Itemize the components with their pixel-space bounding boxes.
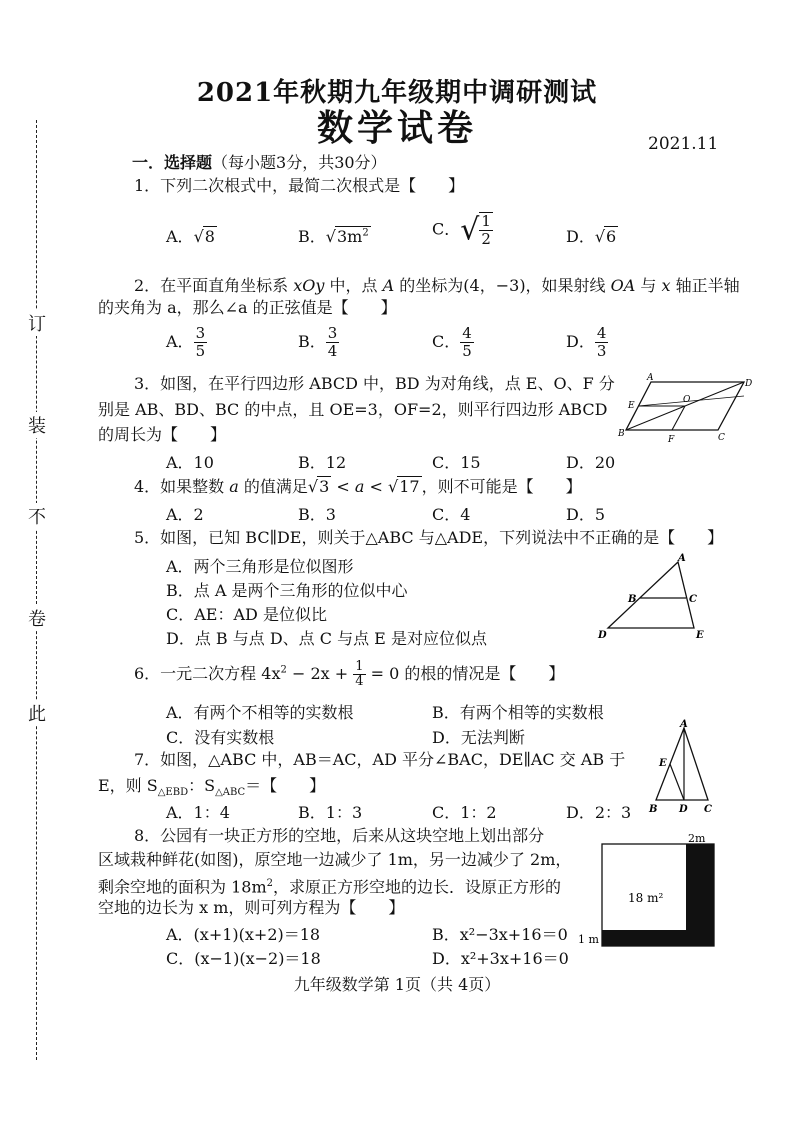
q3-option-d: D．20 bbox=[566, 453, 616, 472]
q5-option-c: C．AE：AD 是位似比 bbox=[166, 605, 327, 624]
q8-option-d: D．x²+3x+16＝0 bbox=[432, 949, 569, 968]
svg-text:B: B bbox=[628, 594, 637, 605]
svg-text:C: C bbox=[689, 594, 697, 605]
q5-triangles-figure bbox=[594, 550, 714, 642]
question-8-line3: 剩余空地的面积为 $18m^2$，求原正方形空地的边长．设原正方形的 bbox=[98, 877, 562, 897]
svg-text:B: B bbox=[649, 804, 658, 815]
svg-text:18 m²: 18 m² bbox=[628, 891, 664, 905]
q4-option-c: C．4 bbox=[432, 505, 471, 524]
svg-text:2m: 2m bbox=[688, 832, 706, 845]
question-7-line2: E，则 $S_{\triangle EBD}$：$S_{\triangle ABC}=$【 】 bbox=[98, 776, 326, 799]
q5-option-b: B．点 A 是两个三角形的位似中心 bbox=[166, 581, 408, 600]
q1-option-a: A．√8 bbox=[166, 227, 215, 246]
q6-option-b: B．有两个相等的实数根 bbox=[432, 703, 604, 722]
svg-text:F: F bbox=[668, 435, 675, 445]
q6-option-d: D．无法判断 bbox=[432, 728, 525, 747]
question-2-stem-cont: 的夹角为 a，那么∠a 的正弦值是【 】 bbox=[98, 298, 397, 317]
question-2-stem: 2．在平面直角坐标系 xOy 中，点 A 的坐标为(4，−3)，如果射线 OA 与 x 轴正半轴 bbox=[134, 276, 740, 295]
question-4-stem: 4．如果整数 a 的值满足√3 < a < √17 ，则不可能是【 】 bbox=[134, 477, 582, 496]
question-8-line2: 区域栽种鲜花(如图)，原空地一边减少了 1m，另一边减少了 2m， bbox=[98, 850, 572, 869]
q2-option-a: A． $\frac{3}{5}$ bbox=[166, 324, 206, 360]
svg-text:C: C bbox=[718, 433, 725, 443]
binding-char: 订 bbox=[26, 310, 48, 336]
exam-title: 2021年秋期九年级期中调研测试 bbox=[196, 78, 598, 108]
svg-text:1 m: 1 m bbox=[578, 933, 599, 946]
question-7-line1: 7．如图，△ABC 中，AB＝AC，AD 平分∠BAC，DE∥AC 交 AB 于 bbox=[134, 750, 626, 769]
q5-option-d: D．点 B 与点 D、点 C 与点 E 是对应位似点 bbox=[166, 629, 487, 648]
q4-option-d: D．5 bbox=[566, 505, 606, 524]
q4-option-b: B．3 bbox=[298, 505, 336, 524]
page-footer: 九年级数学第 1页（共 4页） bbox=[293, 975, 501, 994]
q8-option-c: C．(x−1)(x−2)＝18 bbox=[166, 949, 321, 968]
q7-option-d: D．2：3 bbox=[566, 803, 632, 822]
q8-square-garden-figure bbox=[578, 830, 728, 952]
svg-text:B: B bbox=[618, 429, 625, 439]
q1-option-c: C．√ $\frac{1}{2}$ bbox=[432, 212, 491, 248]
q5-option-a: A．两个三角形是位似图形 bbox=[166, 557, 354, 576]
q8-option-a: A．(x+1)(x+2)＝18 bbox=[166, 925, 321, 944]
svg-text:E: E bbox=[628, 401, 635, 411]
exam-subject: 数学试卷 bbox=[316, 107, 477, 149]
binding-char: 此 bbox=[26, 700, 48, 726]
binding-char: 不 bbox=[26, 503, 48, 529]
q1-option-d: D．√6 bbox=[566, 227, 617, 246]
q8-option-b: B．x²−3x+16＝0 bbox=[432, 925, 568, 944]
binding-char: 装 bbox=[26, 412, 48, 438]
section-heading: 一．选择题（每小题3分，共30分） bbox=[132, 153, 387, 172]
question-3-line1: 3．如图，在平行四边形 ABCD 中，BD 为对角线，点 E、O、F 分 bbox=[134, 374, 615, 393]
question-6-stem: 6．一元二次方程 $4x^2 - 2x$ + $\frac{1}{4}$ = 0 的根的情况是【 】 bbox=[134, 659, 565, 689]
question-8-line1: 8．公园有一块正方形的空地，后来从这块空地上划出部分 bbox=[134, 826, 545, 845]
binding-dashed-line bbox=[36, 120, 37, 1060]
svg-text:E: E bbox=[696, 630, 704, 641]
question-1-stem: 1．下列二次根式中，最简二次根式是【 】 bbox=[134, 176, 465, 195]
question-3-line3: 的周长为【 】 bbox=[98, 425, 227, 444]
q2-option-c: C． $\frac{4}{5}$ bbox=[432, 324, 472, 360]
question-8-line4: 空地的边长为 x m，则可列方程为【 】 bbox=[98, 898, 405, 917]
q6-option-a: A．有两个不相等的实数根 bbox=[166, 703, 354, 722]
svg-text:D: D bbox=[679, 804, 688, 815]
svg-text:A: A bbox=[680, 719, 688, 730]
svg-text:D: D bbox=[745, 379, 753, 389]
q7-option-c: C．1：2 bbox=[432, 803, 497, 822]
svg-text:D: D bbox=[598, 630, 607, 641]
q6-option-c: C．没有实数根 bbox=[166, 728, 275, 747]
svg-text:E: E bbox=[659, 758, 667, 769]
binding-char: 卷 bbox=[26, 605, 48, 631]
svg-text:C: C bbox=[704, 804, 712, 815]
exam-date: 2021.11 bbox=[648, 134, 719, 154]
svg-text:A: A bbox=[678, 553, 686, 564]
q7-triangle-figure bbox=[646, 716, 722, 816]
q3-parallelogram-figure bbox=[616, 370, 756, 450]
q2-option-d: D． $\frac{4}{3}$ bbox=[566, 324, 607, 360]
q3-option-c: C．15 bbox=[432, 453, 481, 472]
q2-option-b: B． $\frac{3}{4}$ bbox=[298, 324, 338, 360]
q1-option-b: B．$√3m^2$ bbox=[298, 227, 369, 246]
q3-option-b: B．12 bbox=[298, 453, 347, 472]
q7-option-a: A．1：4 bbox=[166, 803, 230, 822]
svg-text:A: A bbox=[647, 373, 654, 383]
question-5-stem: 5．如图，已知 BC∥DE，则关于△ABC 与△ADE，下列说法中不正确的是【 】 bbox=[134, 528, 724, 547]
svg-text:O: O bbox=[683, 395, 691, 405]
q4-option-a: A．2 bbox=[166, 505, 204, 524]
question-3-line2: 别是 AB、BD、BC 的中点，且 OE=3，OF=2，则平行四边形 ABCD bbox=[98, 400, 608, 419]
q3-option-a: A．10 bbox=[166, 453, 214, 472]
q7-option-b: B．1：3 bbox=[298, 803, 363, 822]
